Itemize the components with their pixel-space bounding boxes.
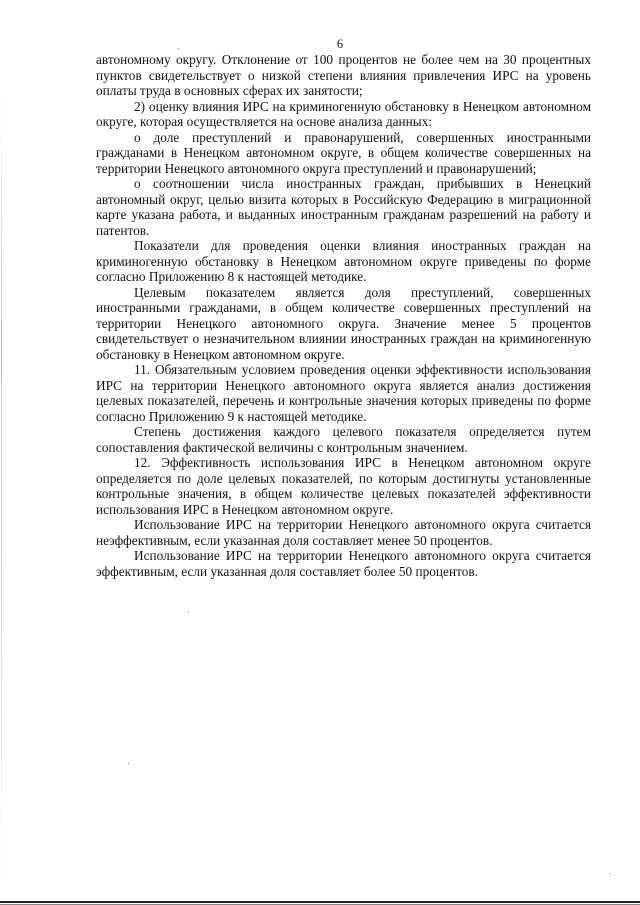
scan-edge-left xyxy=(1,100,2,880)
paragraph-migrant-ratio: о соотношении числа иностранных граждан, прибывших в Ненецкий автономный округ, целью визита которых в Российскую Федерацию в миграционной карте указана работа, и выданных иностранным гражданам разрешений на работу и патентов. xyxy=(96,176,591,238)
paragraph-indicators: Показатели для проведения оценки влияния иностранных граждан на криминогенную обстановку в Ненецком автономном округе приведены по форме согласно Приложению 8 к настоящей методике. xyxy=(96,238,591,284)
scan-speck xyxy=(610,873,611,874)
paragraph-ineffective: Использование ИРС на территории Ненецкого автономного округа считается неэффективным, если указанная доля составляет менее 50 процентов. xyxy=(96,517,591,548)
scan-speck xyxy=(188,612,189,613)
paragraph-effective: Использование ИРС на территории Ненецкого автономного округа считается эффективным, если указанная доля составляет более 50 процентов. xyxy=(96,548,591,579)
paragraph-continuation: автономному округу. Отклонение от 100 процентов не более чем на 30 процентных пунктов свидетельствует о низкой степени влияния привлечения ИРС на уровень оплаты труда в основных сферах их занятости; xyxy=(96,52,591,98)
paragraph-item-12: 12. Эффективность использования ИРС в Ненецком автономном округе определяется по доле целевых показателей, по которым достигнуты установленные контрольные значения, в общем количестве целевых показателей эффективности использования ИРС в Ненецком автономном округе. xyxy=(96,455,591,517)
paragraph-item-2: 2) оценку влияния ИРС на криминогенную обстановку в Ненецком автономном округе, которая осуществляется на основе анализа данных: xyxy=(96,98,591,129)
scan-speck xyxy=(128,763,129,764)
scan-edge-bottom xyxy=(0,901,640,903)
paragraph-item-11: 11. Обязательным условием проведения оценки эффективности использования ИРС на территории Ненецкого автономного округа является анализ достижения целевых показателей, перечень и контрольные значения которых приведены по форме согласно Приложению 9 к настоящей методике. xyxy=(96,362,591,424)
document-body xyxy=(96,52,591,579)
page-number: 6 xyxy=(336,37,344,51)
paragraph-achievement-degree: Степень достижения каждого целевого показателя определяется путем сопоставления фактической величины с контрольным значением. xyxy=(96,424,591,455)
paragraph-crime-share: о доле преступлений и правонарушений, совершенных иностранными гражданами в Ненецком автономном округе, в общем количестве совершенных на территории Ненецкого автономного округа преступлений и правонарушений; xyxy=(96,129,591,176)
scan-speck xyxy=(178,48,179,49)
paragraph-target-indicator: Целевым показателем является доля преступлений, совершенных иностранными гражданами, в общем количестве совершенных преступлений на территории Ненецкого автономного округа. Значение менее 5 процентов свидетельствует о незначительном влиянии иностранных граждан на криминогенную обстановку в Ненецком автономном округе. xyxy=(96,284,591,362)
